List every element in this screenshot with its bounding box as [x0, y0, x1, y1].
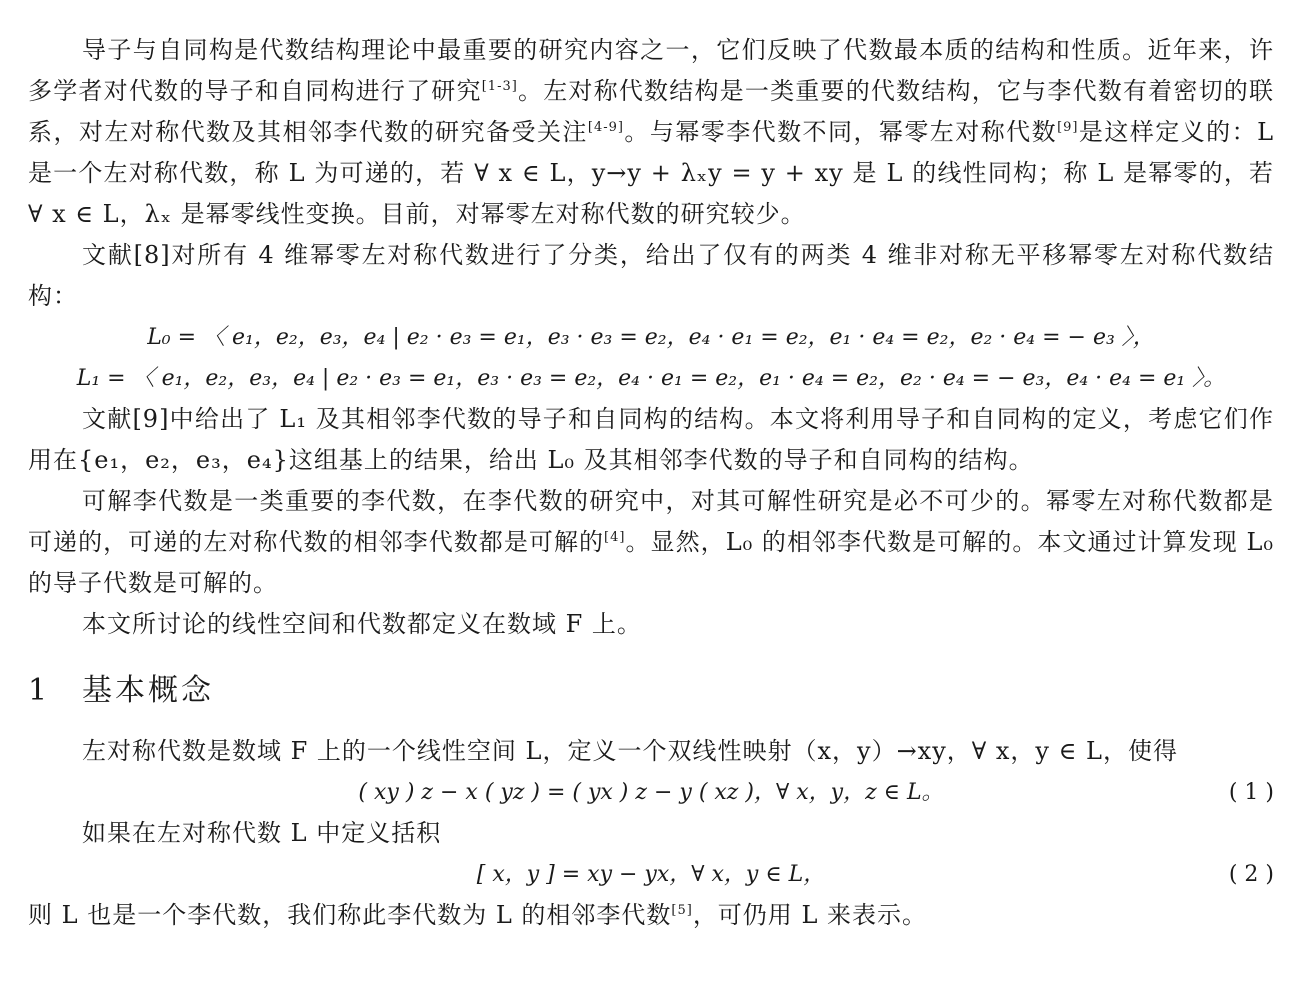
- field-paragraph: 本文所讨论的线性空间和代数都定义在数域 F 上。: [82, 610, 642, 638]
- paper-page: [28, 30, 1274, 936]
- equation-number: ( 2 ): [1228, 862, 1274, 887]
- lie-text-1: 则 L 也是一个李代数，我们称此李代数为 L 的相邻李代数: [28, 901, 672, 929]
- solvable-text-2: 。显然，L₀ 的相邻李代数是可解的。本文通过计算发现 L₀ 的导子代数是可解的。: [28, 528, 1275, 597]
- citation: [9]: [1057, 120, 1079, 135]
- intro-text-3: 。与幂零李代数不同，幂零左对称代数: [623, 118, 1058, 146]
- citation: [4-9]: [587, 120, 624, 135]
- solvable-text-1: 可解李代数是一类重要的李代数，在李代数的研究中，对其可解性研究是必不可少的。幂零左对称代数都是可递的，可递的左对称代数的相邻李代数都是可解的: [28, 487, 1274, 556]
- equation-number: ( 1 ): [1228, 780, 1274, 805]
- structure-paragraph: 文献[9]中给出了 L₁ 及其相邻李代数的导子和自同构的结构。本文将利用导子和自同构的定义，考虑它们作用在{e₁，e₂，e₃，e₄}这组基上的结果，给出 L₀ 及其相邻李代数的导子和自同构的结构。: [28, 405, 1274, 474]
- equation-1: [28, 772, 1274, 813]
- section-heading: [28, 667, 1274, 715]
- lie-algebra-paragraph: [28, 895, 1274, 936]
- formula-L0: L₀ = 〈 e₁，e₂，e₃，e₄ | e₂ · e₃ = e₁，e₃ · e₃ = e₂，e₄ · e₁ = e₂，e₁ · e₄ = e₂，e₂ · e₄ = − e₃ 〉，: [147, 325, 1155, 350]
- citation: [4]: [604, 530, 626, 545]
- intro-paragraph: [28, 30, 1274, 235]
- definition-paragraph: 左对称代数是数域 F 上的一个线性空间 L，定义一个双线性映射（x，y）→xy，∀ x，y ∈ L，使得: [82, 737, 1178, 765]
- intro-text-2: 。左对称代数结构是一类重要的代数结构，它与李代数有着密切的联系，对左对称代数及其相邻李代数的研究备受关注: [28, 77, 1275, 146]
- classification-paragraph: 文献[8]对所有 4 维幂零左对称代数进行了分类，给出了仅有的两类 4 维非对称无平移幂零左对称代数结构：: [28, 241, 1274, 310]
- intro-text-4: 是这样定义的：L 是一个左对称代数，称 L 为可递的，若 ∀ x ∈ L，y→y + λₓy = y + xy 是 L 的线性同构；称 L 是幂零的，若 ∀ x ∈ L，λₓ 是幂零线性变换。目前，对幂零左对称代数的研究较少。: [28, 118, 1275, 228]
- citation: [1-3]: [481, 79, 518, 94]
- section-title: 基本概念: [82, 673, 214, 708]
- equation-1-body: ( xy ) z − x ( yz ) = ( yx ) z − y ( xz )，∀ x，y，z ∈ L。: [358, 780, 944, 805]
- section-number: 1: [28, 673, 51, 708]
- lie-text-2: ，可仍用 L 来表示。: [692, 901, 928, 929]
- formula-L1: L₁ = 〈 e₁，e₂，e₃，e₄ | e₂ · e₃ = e₁，e₃ · e₃ = e₂，e₄ · e₁ = e₂，e₁ · e₄ = e₂，e₂ · e₄ = − e₃，e₄ · e₄ = e₁ 〉。: [76, 366, 1226, 391]
- intro-text-1: 导子与自同构是代数结构理论中最重要的研究内容之一，它们反映了代数最本质的结构和性质。近年来，许多学者对代数的导子和自同构进行了研究: [28, 36, 1274, 105]
- equation-2-body: [ x，y ] = xy − yx，∀ x，y ∈ L，: [476, 862, 826, 887]
- solvable-paragraph: [28, 481, 1274, 604]
- citation: [5]: [671, 903, 693, 918]
- bracket-paragraph: 如果在左对称代数 L 中定义括积: [82, 819, 442, 847]
- equation-2: [28, 854, 1274, 895]
